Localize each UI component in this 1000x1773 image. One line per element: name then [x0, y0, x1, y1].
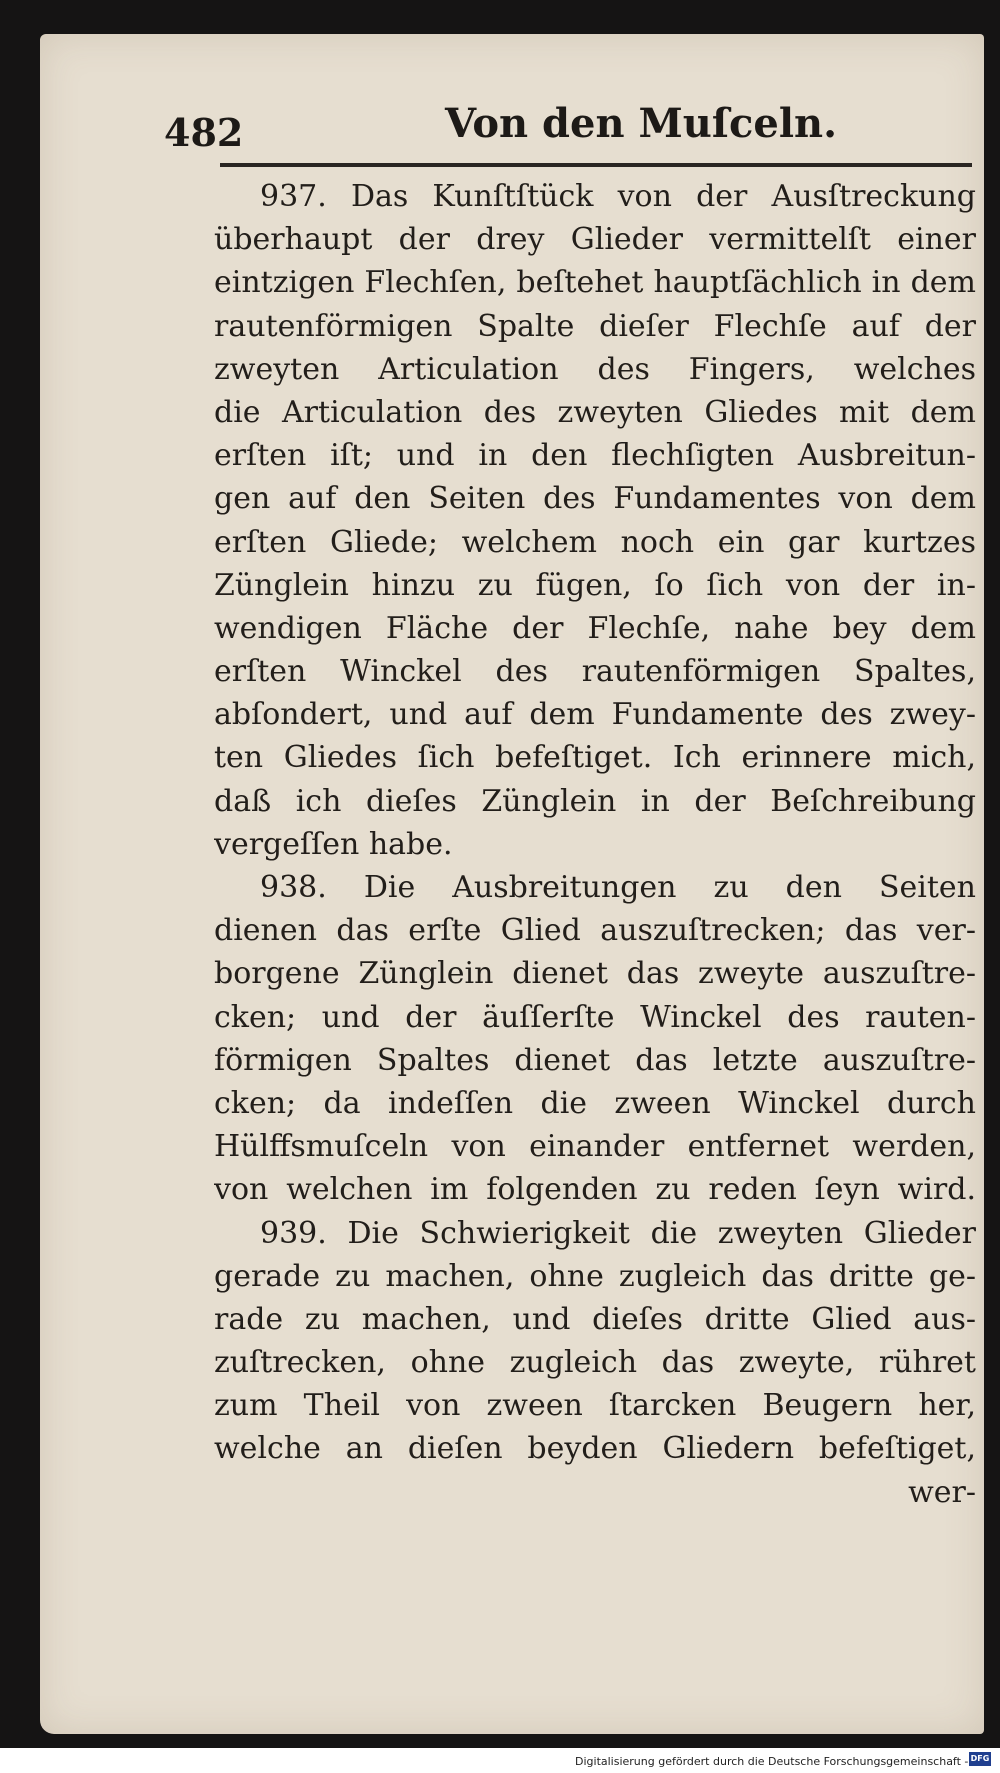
text-line: die Articulation des zweyten Gliedes mit dem	[214, 394, 976, 430]
text-line: zuſtrecken, ohne zugleich das zweyte, rühret	[214, 1345, 976, 1381]
text-line: vergeſſen habe.	[214, 826, 453, 862]
text-line: erſten Winckel des rautenförmigen Spaltes,	[214, 654, 976, 690]
text-line: cken; und der äuſſerſte Winckel des rauten-	[214, 999, 976, 1035]
text-line: Hülffsmuſceln von einander entfernet werden,	[214, 1129, 976, 1165]
text-line: wendigen Fläche der Flechſe, nahe bey dem	[214, 610, 976, 646]
digitization-credit: Digitalisierung gefördert durch die Deutsche Forschungsgemeinschaft -	[575, 1755, 969, 1768]
text-line: daß ich dieſes Zünglein in der Beſchreibung	[214, 783, 976, 819]
body-text	[214, 175, 976, 1514]
text-line: welche an dieſen beyden Gliedern befeſtiget,	[214, 1431, 976, 1467]
text-line: erſten iſt; und in den flechſigten Ausbreitun-	[214, 438, 976, 474]
text-line: ten Gliedes ſich befeſtiget. Ich erinnere mich,	[214, 740, 976, 776]
text-line: wer-	[908, 1474, 976, 1510]
text-line: 939. Die Schwierigkeit die zweyten Glieder	[260, 1215, 976, 1251]
text-line: eintzigen Flechſen, beſtehet hauptſächlich in dem	[214, 265, 976, 301]
text-line: Zünglein hinzu zu fügen, ſo ſich von der in-	[214, 567, 976, 603]
text-line: gerade zu machen, ohne zugleich das dritte ge-	[214, 1258, 976, 1294]
header-rule	[220, 163, 972, 167]
text-line: zum Theil von zween ſtarcken Beugern her,	[214, 1388, 976, 1424]
text-line: abſondert, und auf dem Fundamente des zwey-	[214, 697, 976, 733]
text-line: überhaupt der drey Glieder vermittelſt einer	[214, 222, 976, 258]
text-line: förmigen Spaltes dienet das letzte auszuſtre-	[214, 1042, 976, 1078]
text-line: von welchen im folgenden zu reden ſeyn wird.	[214, 1172, 976, 1208]
text-line: gen auf den Seiten des Fundamentes von dem	[214, 481, 976, 517]
text-line: 937. Das Kunſtſtück von der Ausſtreckung	[260, 179, 976, 214]
text-line: cken; da indeſſen die zween Winckel durch	[214, 1085, 976, 1121]
dfg-logo: DFG	[969, 1752, 991, 1766]
running-head: Von den Muſceln.	[445, 100, 838, 147]
page-number: 482	[164, 110, 244, 155]
text-line: rautenförmigen Spalte dieſer Flechſe auf der	[214, 308, 976, 344]
text-line: rade zu machen, und dieſes dritte Glied aus-	[214, 1301, 976, 1337]
text-line: zweyten Articulation des Fingers, welches	[214, 351, 976, 387]
text-line: dienen das erſte Glied auszuſtrecken; das ver-	[214, 913, 976, 949]
text-line: erſten Gliede; welchem noch ein gar kurtzes	[214, 524, 976, 560]
text-line: 938. Die Ausbreitungen zu den Seiten	[260, 870, 976, 905]
text-line: borgene Zünglein dienet das zweyte auszuſtre-	[214, 956, 976, 992]
